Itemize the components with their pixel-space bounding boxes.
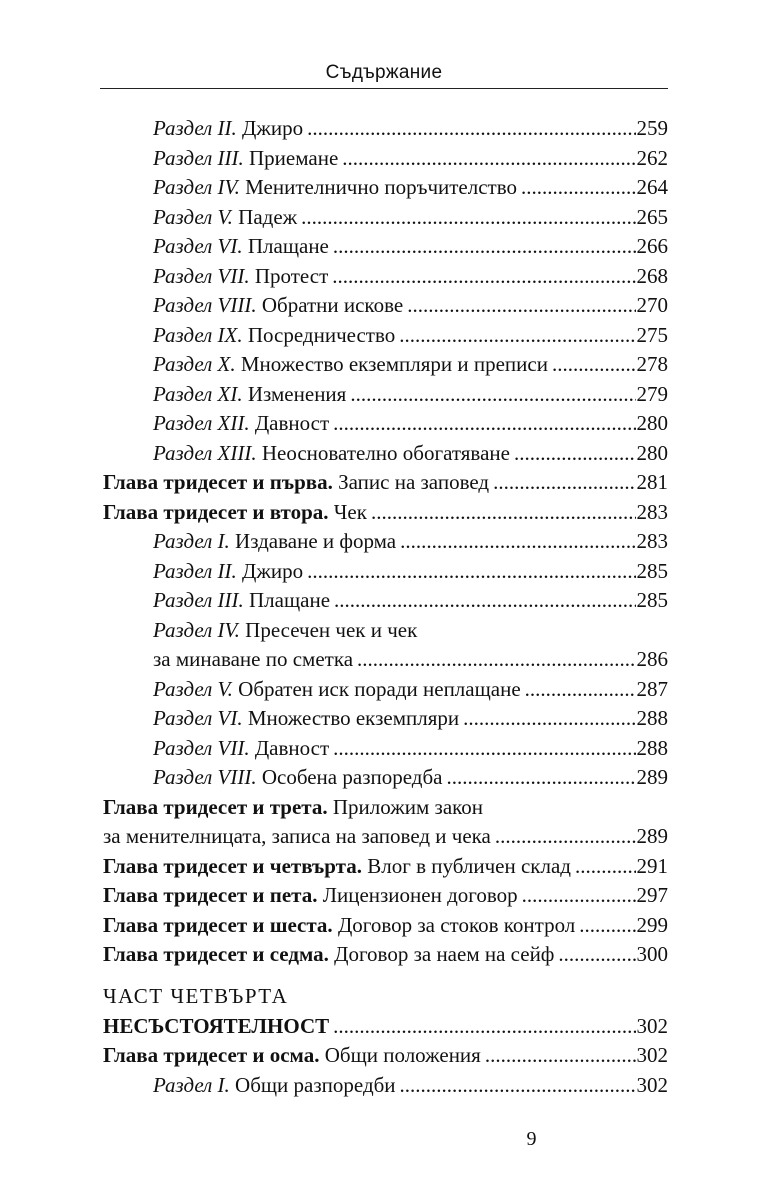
toc-chapter[interactable] <box>103 880 668 910</box>
entry-page: 289 <box>636 765 668 789</box>
entry-prefix: Раздел VIII. <box>153 765 257 789</box>
leader-dots <box>350 379 635 409</box>
part-title: ЧАСТ ЧЕТВЪРТА <box>103 984 289 1008</box>
leader-dots <box>334 585 635 615</box>
entry-page: 297 <box>636 883 668 907</box>
entry-prefix: Раздел II. <box>153 116 237 140</box>
leader-dots <box>333 408 635 438</box>
entry-prefix: Раздел VIII. <box>153 293 257 317</box>
entry-title: Плащане <box>243 588 331 612</box>
entry-page: 281 <box>636 470 668 494</box>
toc-entry[interactable] <box>153 113 668 143</box>
entry-page: 289 <box>636 824 668 848</box>
leader-dots <box>333 733 635 763</box>
entry-page: 259 <box>636 116 668 140</box>
chapter-title: за менителницата, записа на заповед и чека <box>103 824 491 848</box>
page-number: 9 <box>526 1128 537 1150</box>
entry-title: Посредничество <box>242 322 396 347</box>
chapter-prefix: Глава тридесет и трета. <box>103 794 328 819</box>
toc-entry[interactable] <box>153 615 668 645</box>
entry-title: Изменения <box>242 381 347 406</box>
chapter-title: Общи положения <box>319 1043 481 1067</box>
entry-title: за минаване по сметка <box>153 647 354 671</box>
entry-page: 270 <box>636 293 668 317</box>
toc-entry[interactable] <box>153 320 668 350</box>
entry-title: Давност <box>249 411 330 435</box>
entry-prefix: Раздел V. <box>153 204 233 229</box>
entry-title: Джиро <box>236 558 304 583</box>
toc-entry[interactable] <box>153 408 668 438</box>
leader-dots <box>463 703 635 733</box>
entry-page: 299 <box>636 912 668 937</box>
toc-entry[interactable] <box>153 1070 668 1100</box>
toc-entry[interactable] <box>153 261 668 291</box>
toc-entry[interactable] <box>153 172 668 202</box>
entry-title: Множество екземпляри <box>242 706 460 730</box>
entry-page: 278 <box>636 352 668 376</box>
entry-page: 288 <box>636 735 668 760</box>
entry-page: 264 <box>636 175 668 199</box>
toc-chapter[interactable] <box>103 851 668 881</box>
entry-page: 287 <box>636 676 668 701</box>
entry-page: 279 <box>636 381 668 406</box>
leader-dots <box>525 674 636 704</box>
toc-entry[interactable] <box>153 349 668 379</box>
leader-dots <box>575 851 636 881</box>
chapter-title: Приложим закон <box>327 794 484 819</box>
entry-title: Множество екземпляри и преписи <box>235 352 548 376</box>
entry-prefix: Раздел VII. <box>153 735 250 760</box>
entry-title: Неоснователно обогатяване <box>256 440 510 465</box>
toc-chapter[interactable] <box>103 497 668 527</box>
entry-title: Приемане <box>243 145 339 170</box>
leader-dots <box>332 261 635 291</box>
leader-dots <box>342 143 635 173</box>
entry-page: 285 <box>636 558 668 583</box>
toc-entry[interactable] <box>153 202 668 232</box>
leader-dots <box>558 939 635 969</box>
entry-title: Протест <box>249 263 329 288</box>
entry-page: 262 <box>636 145 668 170</box>
toc-entry[interactable] <box>153 556 668 586</box>
leader-dots <box>407 290 635 320</box>
entry-title: Пресечен чек и чек <box>239 617 418 642</box>
entry-prefix: Раздел XI. <box>153 381 243 406</box>
leader-dots <box>400 526 635 556</box>
chapter-prefix: Глава тридесет и пета. <box>103 883 318 907</box>
chapter-title: Запис на заповед <box>332 470 490 494</box>
chapter-title: Влог в публичен склад <box>362 853 571 878</box>
entry-page: 288 <box>636 706 668 730</box>
leader-dots <box>493 467 635 497</box>
chapter-title: Договор за наем на сейф <box>328 942 555 966</box>
entry-prefix: Раздел X. <box>153 352 236 376</box>
chapter-prefix: Глава тридесет и осма. <box>103 1043 320 1067</box>
leader-dots <box>514 438 636 468</box>
leader-dots <box>307 113 635 143</box>
toc-part-heading[interactable] <box>103 981 668 1011</box>
entry-prefix: Раздел I. <box>153 529 230 553</box>
toc-entry[interactable] <box>153 231 668 261</box>
leader-dots <box>357 644 635 674</box>
entry-prefix: Раздел II. <box>153 558 237 583</box>
toc-part[interactable] <box>103 1011 668 1041</box>
entry-prefix: Раздел IX. <box>153 322 243 347</box>
entry-prefix: Раздел VII. <box>153 263 250 288</box>
entry-prefix: Раздел IV. <box>153 175 240 199</box>
entry-page: 302 <box>636 1043 668 1067</box>
entry-prefix: Раздел XII. <box>153 411 250 435</box>
entry-prefix: Раздел III. <box>153 588 244 612</box>
entry-title: Особена разпоредба <box>256 765 443 789</box>
leader-dots <box>495 821 636 851</box>
entry-prefix: Раздел V. <box>153 676 233 701</box>
entry-title: Джиро <box>236 116 304 140</box>
entry-page: 283 <box>636 529 668 553</box>
toc-entry[interactable] <box>153 438 668 468</box>
toc-entry[interactable] <box>153 733 668 763</box>
entry-page: 302 <box>636 1072 668 1097</box>
chapter-title: Лицензионен договор <box>317 883 518 907</box>
header-rule <box>100 88 668 89</box>
leader-dots <box>522 880 636 910</box>
entry-page: 266 <box>636 234 668 258</box>
toc-chapter[interactable] <box>103 467 668 497</box>
toc-entry[interactable] <box>153 674 668 704</box>
leader-dots <box>485 1040 636 1070</box>
entry-title: Давност <box>249 735 330 760</box>
chapter-prefix: Глава тридесет и седма. <box>103 942 329 966</box>
entry-prefix: Раздел III. <box>153 145 244 170</box>
leader-dots <box>400 1070 636 1100</box>
chapter-title: Договор за стоков контрол <box>332 912 576 937</box>
leader-dots <box>371 497 636 527</box>
entry-title: Издаване и форма <box>229 529 397 553</box>
chapter-prefix: Глава тридесет и четвърта. <box>103 853 362 878</box>
entry-page: 283 <box>636 499 668 524</box>
entry-page: 265 <box>636 204 668 229</box>
entry-page: 280 <box>636 440 668 465</box>
leader-dots <box>399 320 635 350</box>
leader-dots <box>521 172 636 202</box>
leader-dots <box>301 202 635 232</box>
toc-entry[interactable] <box>153 762 668 792</box>
entry-page: 300 <box>636 942 668 966</box>
entry-title: Плащане <box>242 234 329 258</box>
entry-title: Обратни искове <box>256 293 404 317</box>
entry-title: Менителнично поръчителство <box>239 175 517 199</box>
leader-dots <box>552 349 636 379</box>
leader-dots <box>333 1011 635 1041</box>
entry-title: Падеж <box>232 204 298 229</box>
entry-page: 268 <box>636 263 668 288</box>
entry-title: Общи разпоредби <box>229 1072 396 1097</box>
toc-entry[interactable] <box>153 703 668 733</box>
toc-entry[interactable] <box>153 526 668 556</box>
toc-entry[interactable] <box>153 585 668 615</box>
toc-entry-continuation[interactable] <box>153 644 668 674</box>
toc-entry[interactable] <box>153 379 668 409</box>
toc-chapter[interactable] <box>103 939 668 969</box>
toc-chapter[interactable] <box>103 910 668 940</box>
entry-prefix: Раздел VI. <box>153 706 243 730</box>
chapter-prefix: Глава тридесет и първа. <box>103 470 333 494</box>
toc-entry[interactable] <box>153 290 668 320</box>
leader-dots <box>579 910 635 940</box>
entry-page: 285 <box>636 588 668 612</box>
chapter-prefix: Глава тридесет и шеста. <box>103 912 333 937</box>
leader-dots <box>446 762 635 792</box>
chapter-prefix: Глава тридесет и втора. <box>103 499 329 524</box>
chapter-title: Чек <box>328 499 367 524</box>
toc-chapter-continuation[interactable] <box>103 821 668 851</box>
entry-title: Обратен иск поради неплащане <box>232 676 521 701</box>
toc-chapter[interactable] <box>103 792 668 822</box>
leader-dots <box>333 231 636 261</box>
entry-prefix: Раздел IV. <box>153 617 240 642</box>
toc-entry[interactable] <box>153 143 668 173</box>
running-header: Съдържание <box>325 62 443 83</box>
entry-prefix: Раздел XIII. <box>153 440 257 465</box>
entry-page: 275 <box>636 322 668 347</box>
part-name: НЕСЪСТОЯТЕЛНОСТ <box>103 1013 330 1038</box>
entry-prefix: Раздел I. <box>153 1072 230 1097</box>
entry-page: 302 <box>636 1013 668 1038</box>
toc-chapter[interactable] <box>103 1040 668 1070</box>
entry-page: 286 <box>636 647 668 671</box>
leader-dots <box>307 556 635 586</box>
entry-prefix: Раздел VI. <box>153 234 243 258</box>
entry-page: 291 <box>636 853 668 878</box>
entry-page: 280 <box>636 411 668 435</box>
